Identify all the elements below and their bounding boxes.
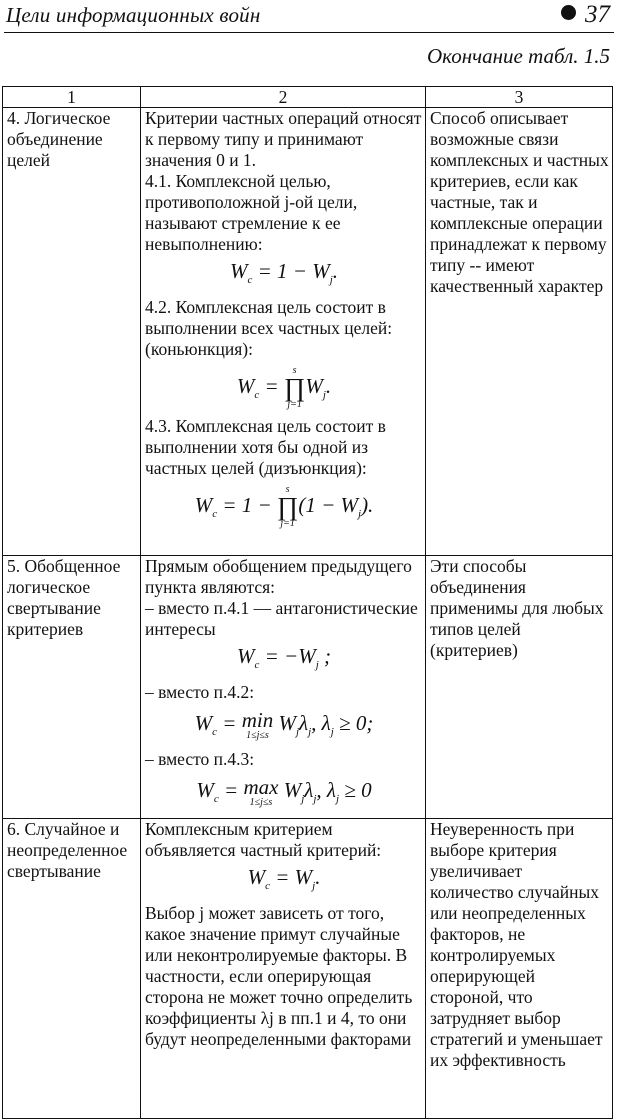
formula-antagonistic: $W_c = -W_j$ ; xyxy=(236,644,332,672)
bullet-icon xyxy=(561,5,576,20)
description-text: 4.3. Комплексная цель состоит в выполнении хотя бы одной из частных целей (дизъюнкция): xyxy=(145,416,386,479)
description-text: – вместо п.4.2: xyxy=(145,682,255,703)
description-text: Выбор j может зависеть от того, какое значение примут случайные или неконтролируемые факторы. В частности, если оперирующая сторона не может точно определить коэффициенты λj в пп.1 и 4, то они будут неопределенными факторами xyxy=(145,903,413,1050)
page-header xyxy=(4,2,614,33)
method-name-cell: 6. Случайное и неопределенное свертывание xyxy=(3,819,141,1119)
column-header: 1 xyxy=(3,87,141,108)
formula-min: $W_c$ = min 1≤j≤s $W_j\lambda_j$, $\lambda_j \ge 0$; xyxy=(194,708,374,742)
table-row xyxy=(3,556,613,819)
note-cell: Неуверенность при выборе критерия увеличивает количество случайных или неопределенных факторов, не контролируемых оперирующей стороной, что затрудняет выбор стратегий и уменьшает их эффективность xyxy=(426,819,613,1119)
formula-conjunction: $W_c$ = s ∏ j=1 $W_j$. xyxy=(236,365,332,411)
page-number-value: 37 xyxy=(585,1,610,28)
formula-choice: $W_c = W_j$. xyxy=(247,865,321,893)
running-title: Цели информационных войн xyxy=(6,3,261,27)
description-cell xyxy=(141,108,426,556)
table-row xyxy=(3,108,613,556)
description-text: 4.2. Комплексная цель состоит в выполнении всех частных целей: (коньюнкция): xyxy=(145,297,393,360)
column-header: 2 xyxy=(141,87,426,108)
description-text: 4.1. Комплексной целью, противоположной j-ой цели, называют стремление к ее невыполнению: xyxy=(145,171,358,254)
note-cell: Эти способы объединения применимы для любых типов целей (критериев) xyxy=(426,556,613,819)
column-header: 3 xyxy=(426,87,613,108)
description-cell xyxy=(141,556,426,819)
table-caption: Окончание табл. 1.5 xyxy=(427,44,610,68)
description-cell xyxy=(141,819,426,1119)
description-text: Критерии частных операций относят к первому типу и принимают значения 0 и 1. xyxy=(145,108,422,170)
table-header-row xyxy=(3,87,613,108)
description-text: – вместо п.4.1 — антагонистические интересы xyxy=(145,598,418,639)
table-row xyxy=(3,819,613,1119)
method-name-cell: 5. Обобщенное логическое свертывание критериев xyxy=(3,556,141,819)
criteria-table xyxy=(2,86,613,1119)
formula-disjunction: $W_c = 1$ − s ∏ j=1 $(1 - W_j)$. xyxy=(194,484,374,530)
description-text: – вместо п.4.3: xyxy=(145,749,255,770)
note-cell: Способ описывает возможные связи комплексных и частных критериев, если как частные, так и комплексные операции принадлежат к первому типу -- имеют качественный характер xyxy=(426,108,613,556)
method-name-cell: 4. Логическое объединение целей xyxy=(3,108,141,556)
page-number xyxy=(561,1,610,29)
formula-negation: $W_c = 1 - W_j$. xyxy=(229,259,339,287)
formula-max: $W_c$ = max 1≤j≤s $W_j\lambda_j$, $\lambda_j \ge 0$ xyxy=(196,775,372,809)
description-text: Комплексным критерием объявляется частный критерий: xyxy=(145,819,382,861)
description-text: Прямым обобщением предыдущего пункта являются: xyxy=(145,556,412,597)
